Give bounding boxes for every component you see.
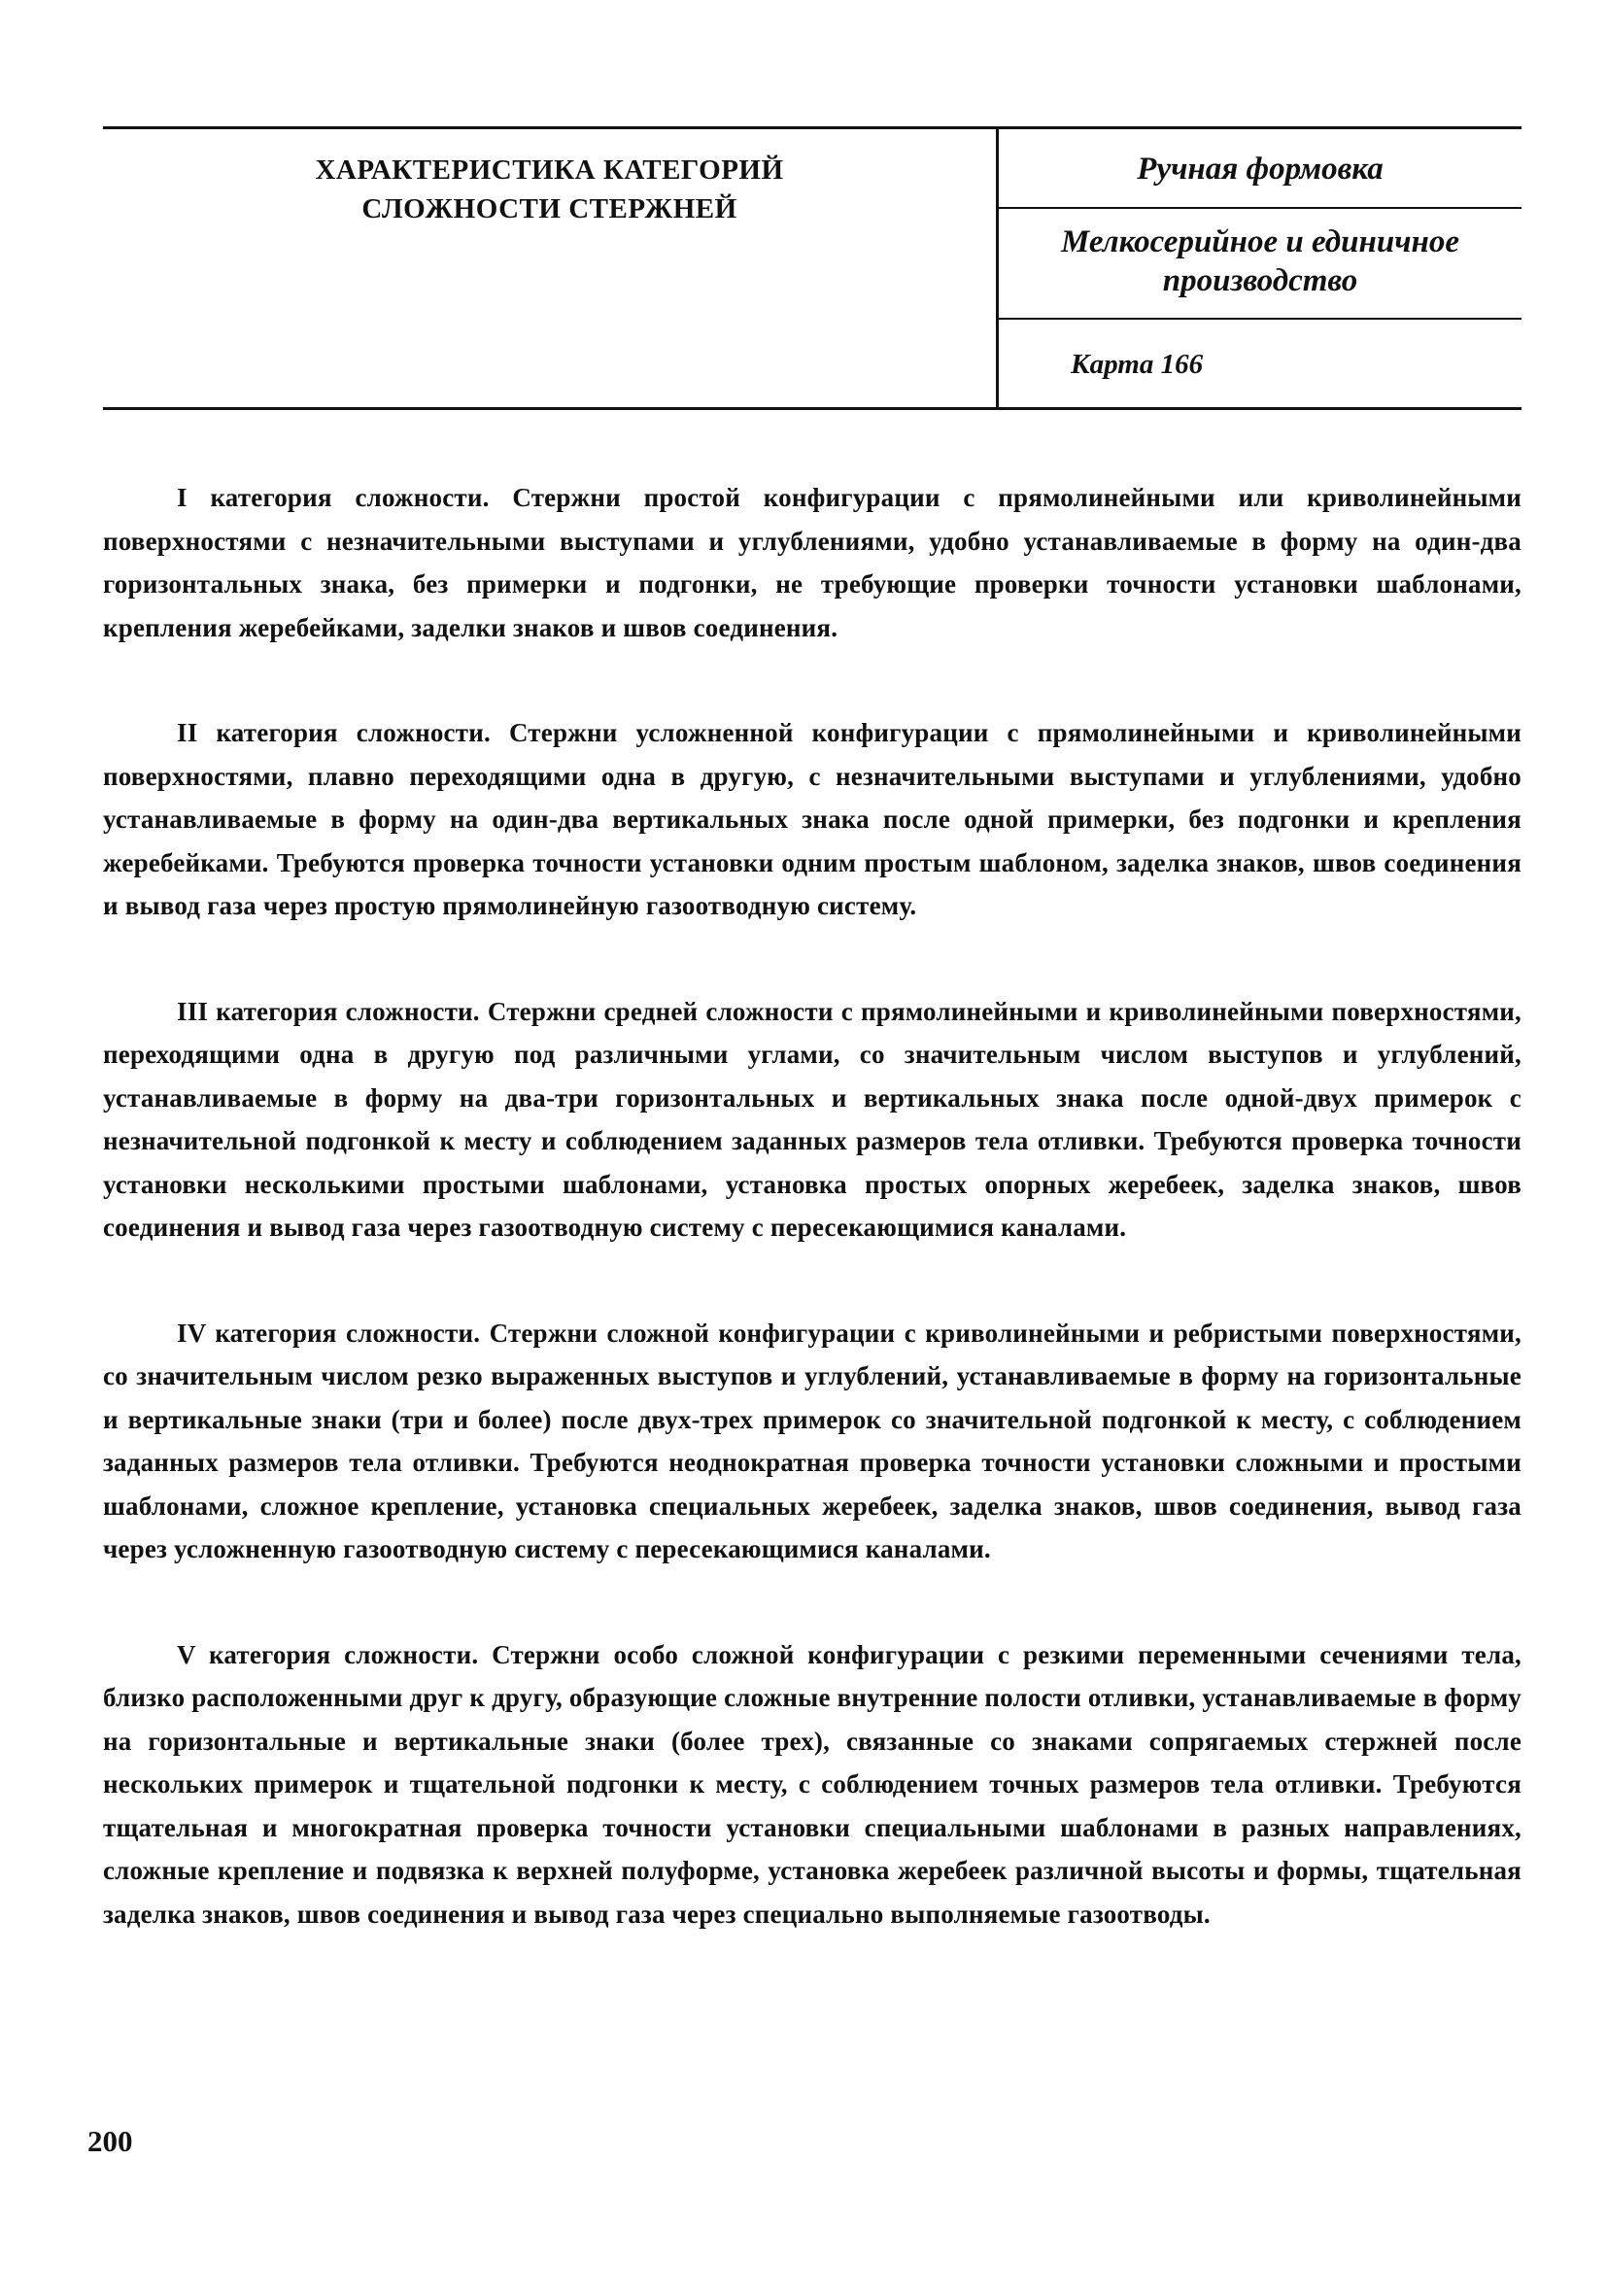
category-paragraph-2 xyxy=(103,711,1522,928)
title-line-2: СЛОЖНОСТИ СТЕРЖНЕЙ xyxy=(361,193,737,224)
card-number: Карта 166 xyxy=(1071,349,1204,380)
production-line-1: Мелкосерийное и единичное xyxy=(1060,224,1459,259)
category-paragraph-3 xyxy=(103,990,1522,1250)
production-line-2: производство xyxy=(1162,263,1358,298)
category-heading: III категория сложности. xyxy=(177,996,480,1026)
header-title-cell xyxy=(103,129,999,407)
category-description: Стержни усложненной конфигурации с прямолинейными и криволинейными поверхностями, плавно переходящими одна в другую, с незначительными выступами и углублениями, удобно устанавливаемые в форму на один-два вертикальных знака после одной примерки, без подгонки и крепления жеребейками. Требуются проверка точности установки одним простым шаблоном, заделка знаков, швов соединения и вывод газа через простую прямолинейную газоотводную систему. xyxy=(103,718,1522,920)
category-paragraph-1 xyxy=(103,476,1522,649)
page-number: 200 xyxy=(87,2124,133,2158)
production-label xyxy=(999,209,1522,320)
category-heading: II категория сложности. xyxy=(177,718,491,747)
category-description: Стержни сложной конфигурации с криволинейными и ребристыми поверхностями, со значительным числом резко выраженных выступов и углублений, устанавливаемые в форму на горизонтальные и вертикальные знаки (три и более) после двух-трех примерок со значительной подгонкой к месту, с соблюдением заданных размеров тела отливки. Требуются неоднократная проверка точности установки сложными и простыми шаблонами, сложное крепление, установка специальных жеребеек, заделка знаков, швов соединения, вывод газа через усложненную газоотводную систему с пересекающимися каналами. xyxy=(103,1318,1522,1563)
card-header xyxy=(103,126,1522,410)
content-body xyxy=(103,476,1522,1998)
category-description: Стержни особо сложной конфигурации с резкими переменными сечениями тела, близко расположенными друг к другу, образующие сложные внутренние полости отливки, устанавливаемые в форму на горизонтальные и вертикальные знаки (более трех), связанные со знаками сопрягаемых стержней после нескольких примерок и тщательной подгонки к месту, с соблюдением точных размеров тела отливки. Требуются тщательная и многократная проверка точности установки специальными шаблонами в разных направлениях, сложные крепление и подвязка к верхней полуформе, установка жеребеек различной высоты и формы, тщательная заделка знаков, швов соединения и вывод газа через специально выполняемые газоотводы. xyxy=(103,1639,1522,1929)
method-label: Ручная формовка xyxy=(999,129,1522,209)
category-paragraph-4 xyxy=(103,1312,1522,1571)
category-description: Стержни средней сложности с прямолинейными и криволинейными поверхностями, переходящими одна в другую под различными углами, со значительным числом выступов и углублений, устанавливаемые в форму на два-три горизонтальных и вертикальных знака после одной-двух примерок с незначительной подгонкой к месту и соблюдением заданных размеров тела отливки. Требуются проверка точности установки несколькими простыми шаблонами, установка простых опорных жеребеек, заделка знаков, швов соединения и вывод газа через газоотводную систему с пересекающимися каналами. xyxy=(103,996,1522,1242)
header-info-cells xyxy=(999,129,1522,407)
page-title xyxy=(297,151,803,228)
category-heading: V категория сложности. xyxy=(177,1639,479,1669)
category-heading: IV категория сложности. xyxy=(177,1318,481,1348)
category-paragraph-5 xyxy=(103,1633,1522,1936)
title-line-1: ХАРАКТЕРИСТИКА КАТЕГОРИЙ xyxy=(315,154,784,186)
category-description: Стержни простой конфигурации с прямолинейными или криволинейными поверхностями с незначительными выступами и углублениями, удобно устанавливаемые в форму на один-два горизонтальных знака, без примерки и подгонки, не требующие проверки точности установки шаблонами, крепления жеребейками, заделки знаков и швов соединения. xyxy=(103,483,1522,642)
category-heading: I категория сложности. xyxy=(177,483,490,512)
